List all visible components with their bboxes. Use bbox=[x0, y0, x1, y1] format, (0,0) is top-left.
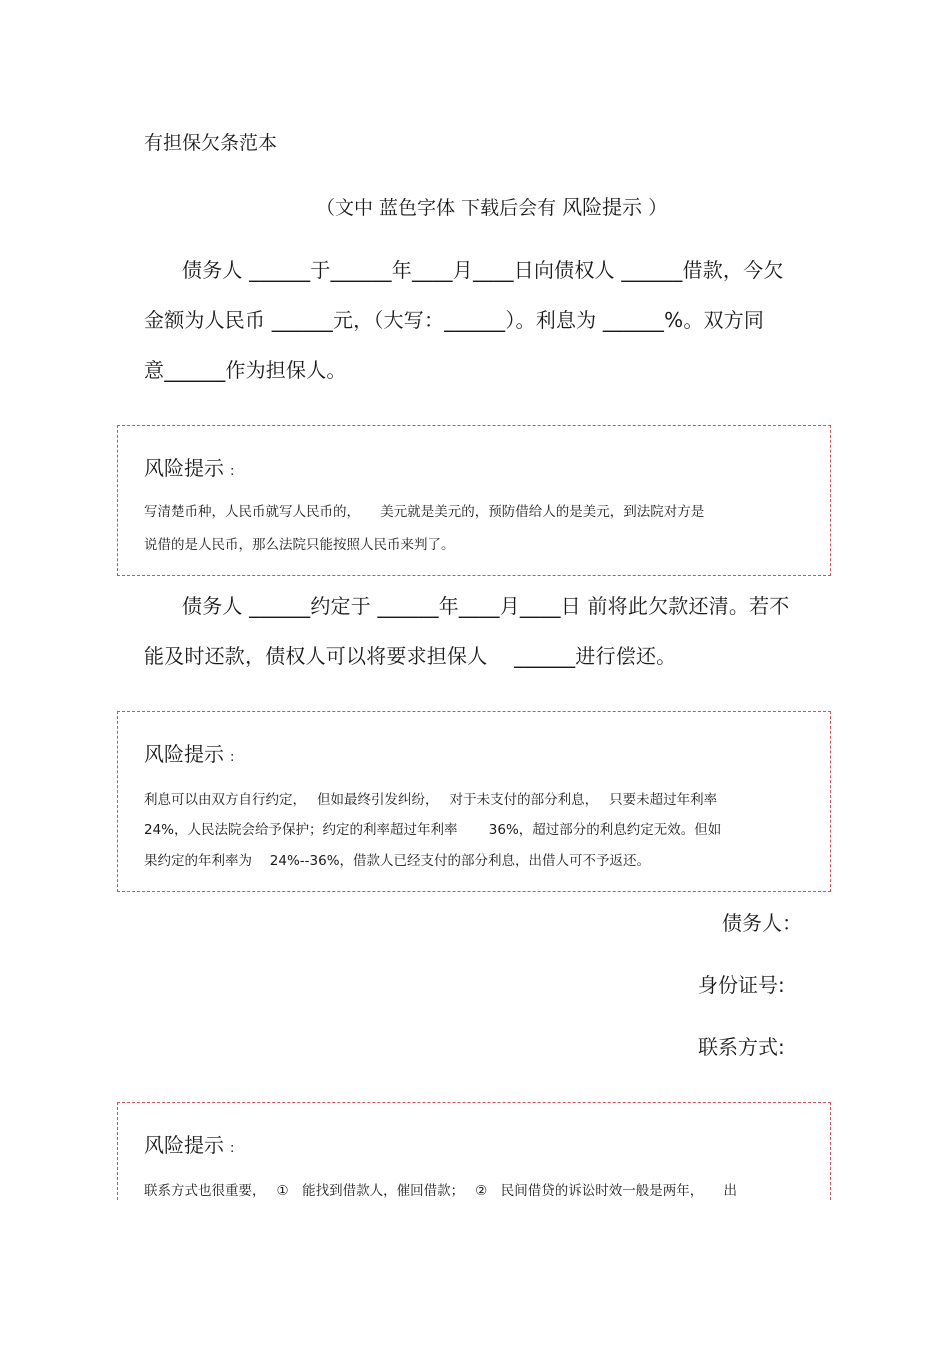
para1-line-3: 意______作为担保人。 bbox=[144, 358, 347, 382]
risk-box-currency bbox=[117, 425, 831, 576]
risk2-line-1: 利息可以由双方自行约定， 但如最终引发纠纷， 对于未支付的部分利息， 只要未超过年利率 bbox=[144, 792, 718, 808]
risk-box-title bbox=[144, 452, 234, 481]
risk1-line-1: 写清楚币种，人民币就写人民币的， 美元就是美元的，预防借给人的是美元，到法院对方是 bbox=[144, 504, 705, 520]
risk2-line-3: 果约定的年利率为 24%--36%，借款人已经支付的部分利息，出借人可不予返还。 bbox=[144, 853, 651, 869]
para2-line-1: 债务人 ______约定于 ______年____月____日 前将此欠款还清。若不 bbox=[182, 594, 790, 618]
subtitle-prefix: （文中 蓝色字体 下载后会有 bbox=[316, 197, 557, 219]
risk-title-colon: : bbox=[230, 464, 235, 479]
document-subtitle bbox=[316, 191, 667, 220]
para1-line-1: 债务人 ______于______年____月____日向债权人 ______借款，今欠 bbox=[182, 258, 784, 282]
risk-title-colon: : bbox=[230, 750, 235, 765]
risk-title-text: 风险提示 bbox=[144, 742, 224, 766]
risk3-line-1: 联系方式也很重要， ① 能找到借款人，催回借款； ② 民间借贷的诉讼时效一般是两年， 出 bbox=[144, 1183, 738, 1199]
para1-line-2: 金额为人民币 ______元，（大写：______）。利息为 ______%。双方同 bbox=[144, 308, 765, 332]
risk1-line-2: 说借的是人民币，那么法院只能按照人民币来判了。 bbox=[144, 537, 455, 553]
subtitle-risk-label: 风险提示 bbox=[562, 195, 643, 219]
signature-contact: 联系方式: bbox=[698, 1035, 785, 1059]
risk-box-title bbox=[144, 1129, 234, 1158]
risk-title-text: 风险提示 bbox=[144, 1133, 224, 1157]
risk-title-text: 风险提示 bbox=[144, 456, 224, 480]
risk-title-colon: : bbox=[230, 1141, 235, 1156]
subtitle-suffix: ） bbox=[648, 197, 668, 219]
signature-id-number: 身份证号: bbox=[698, 973, 785, 997]
risk-box-title bbox=[144, 738, 234, 767]
para2-line-2: 能及时还款，债权人可以将要求担保人 ______进行偿还。 bbox=[144, 644, 677, 668]
risk-box-contact bbox=[117, 1102, 831, 1200]
signature-debtor: 债务人： bbox=[722, 911, 802, 935]
risk-box-interest bbox=[117, 711, 831, 892]
risk2-line-2: 24%，人民法院会给予保护；约定的利率超过年利率 36%，超过部分的利息约定无效。但如 bbox=[144, 822, 722, 838]
document-title: 有担保欠条范本 bbox=[144, 132, 278, 154]
